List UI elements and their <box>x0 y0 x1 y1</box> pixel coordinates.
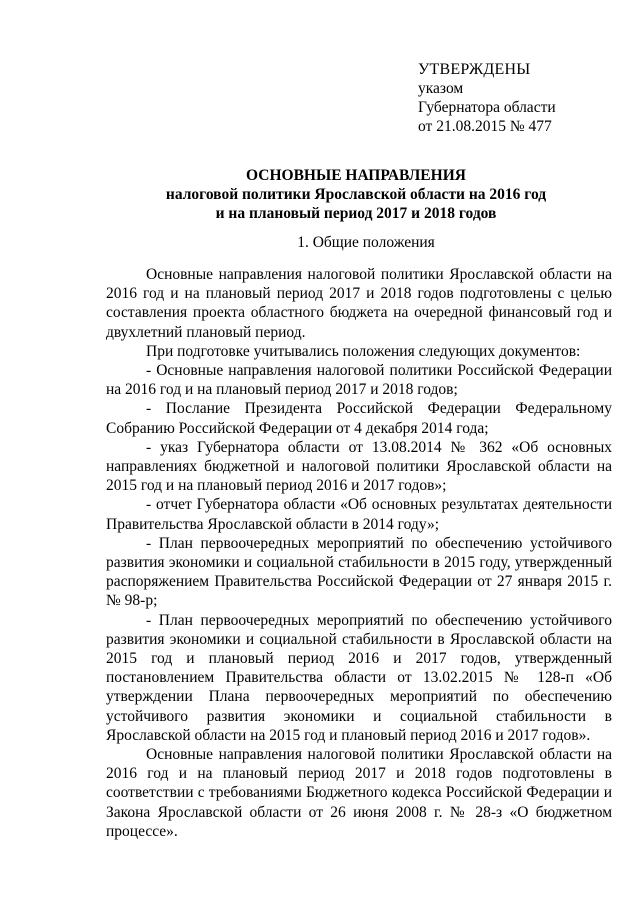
approval-title: УТВЕРЖДЕНЫ <box>418 61 531 78</box>
title-line-1: ОСНОВНЫЕ НАПРАВЛЕНИЯ <box>246 167 466 184</box>
list-item-governor-report: - отчет Губернатора области «Об основных результатах деятельности Правительства Ярославской области в 2014 году»; <box>106 496 612 533</box>
approval-date-number: от 21.08.2015 № 477 <box>418 118 552 135</box>
approval-stamp <box>418 60 556 136</box>
paragraph-conclusion: Основные направления налоговой политики Ярославской области на 2016 год и на плановый период 2017 и 2018 годов подготовлены в соответствии с требованиями Бюджетного кодекса Российской Федерации и Закона Ярославской области от 26 июня 2008 г. № 28-з «О бюджетном процессе». <box>106 746 612 840</box>
list-item-governor-decree: - указ Губернатора области от 13.08.2014 № 362 «Об основных направлениях бюджетной и налоговой политики Ярославской области на 2015 год и на плановый период 2016 и 2017 годов»; <box>106 438 612 495</box>
list-item-regional-plan: - План первоочередных мероприятий по обеспечению устойчивого развития экономики и социальной стабильности в Ярославской области на 2015 год и плановый период 2016 и 2017 годов, утвержденный постановлением Правительства области от 13.02.2015 № 128-п «Об утверждении Плана первоочередных мероприятий по обеспечению устойчивого развития экономики и социальной стабильности в Ярославской области на 2015 год и плановый период 2016 и 2017 годов». <box>106 611 612 744</box>
title-line-2: налоговой политики Ярославской области на 2016 год <box>165 186 547 203</box>
list-item-federal-tax-policy: - Основные направления налоговой политики Российской Федерации на 2016 год и на плановый период 2017 и 2018 годов; <box>106 362 612 399</box>
section-body <box>106 265 612 841</box>
approval-authority: Губернатора области <box>418 99 556 116</box>
list-item-president-address: - Послание Президента Российской Федерации Федеральному Собранию Российской Федерации от 4 декабря 2014 года; <box>106 400 612 437</box>
section-heading: 1. Общие положения <box>297 234 435 251</box>
approval-by: указом <box>418 80 464 97</box>
paragraph-intro: Основные направления налоговой политики Ярославской области на 2016 год и на плановый период 2017 и 2018 годов подготовлены с целью составления проекта областного бюджета на очередной финансовый год и двухлетний плановый период. <box>106 266 612 341</box>
title-line-3: и на плановый период 2017 и 2018 годов <box>215 205 497 222</box>
paragraph-documents-lead: При подготовке учитывались положения следующих документов: <box>146 342 581 360</box>
list-item-federal-plan: - План первоочередных мероприятий по обеспечению устойчивого развития экономики и социальной стабильности в 2015 году, утвержденный распоряжением Правительства Российской Федерации от 27 января 2015 г. № 98-р; <box>106 534 612 610</box>
document-title <box>90 166 622 223</box>
